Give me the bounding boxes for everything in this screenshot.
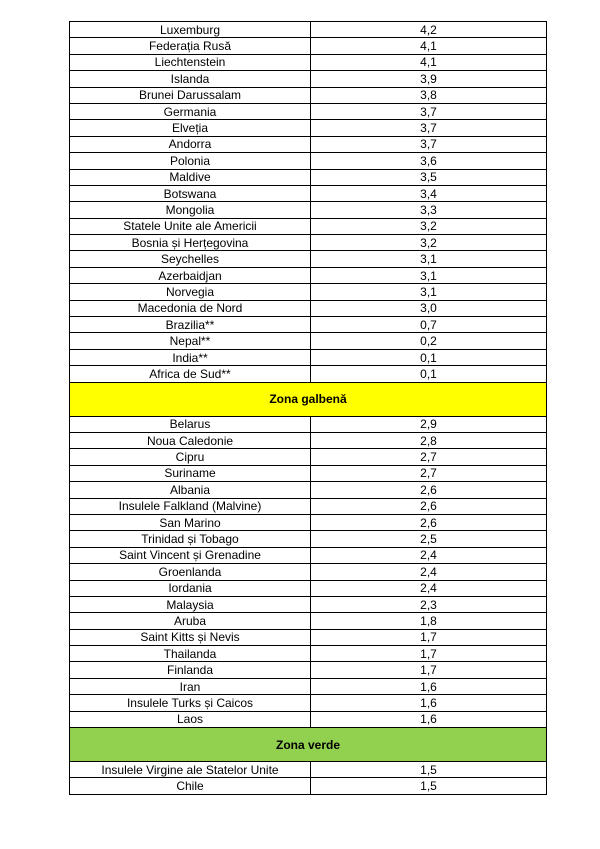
rate-cell: 0,1	[311, 349, 547, 365]
table-row	[70, 762, 547, 778]
rate-cell: 1,7	[311, 646, 547, 662]
table-row	[70, 251, 547, 267]
country-rate-table	[69, 21, 547, 795]
table-row	[70, 103, 547, 119]
rate-cell: 4,2	[311, 22, 547, 38]
rate-cell: 3,6	[311, 153, 547, 169]
country-cell: Federația Rusă	[70, 38, 311, 54]
country-cell: Albania	[70, 482, 311, 498]
table-row	[70, 465, 547, 481]
table-row	[70, 366, 547, 382]
rate-cell: 1,6	[311, 695, 547, 711]
rate-cell: 3,7	[311, 103, 547, 119]
country-cell: Macedonia de Nord	[70, 300, 311, 316]
country-cell: Seychelles	[70, 251, 311, 267]
country-cell: Bosnia și Herțegovina	[70, 235, 311, 251]
table-row	[70, 613, 547, 629]
country-cell: Saint Kitts și Nevis	[70, 629, 311, 645]
rate-cell: 3,0	[311, 300, 547, 316]
table-row	[70, 235, 547, 251]
table-row	[70, 267, 547, 283]
country-cell: Botswana	[70, 185, 311, 201]
rate-cell: 3,2	[311, 218, 547, 234]
rate-cell: 1,5	[311, 762, 547, 778]
table-row	[70, 662, 547, 678]
rate-cell: 2,8	[311, 432, 547, 448]
table-row	[70, 38, 547, 54]
country-cell: Andorra	[70, 136, 311, 152]
table-row	[70, 646, 547, 662]
country-cell: Malaysia	[70, 596, 311, 612]
country-cell: Insulele Virgine ale Statelor Unite	[70, 762, 311, 778]
table-row	[70, 153, 547, 169]
country-cell: Africa de Sud**	[70, 366, 311, 382]
country-cell: Insulele Falkland (Malvine)	[70, 498, 311, 514]
country-cell: Trinidad și Tobago	[70, 531, 311, 547]
rate-cell: 3,1	[311, 251, 547, 267]
country-cell: Elveția	[70, 120, 311, 136]
table-row	[70, 547, 547, 563]
country-cell: Groenlanda	[70, 564, 311, 580]
rate-cell: 2,4	[311, 547, 547, 563]
table-row	[70, 120, 547, 136]
document-page	[69, 21, 546, 795]
table-row	[70, 678, 547, 694]
table-row	[70, 87, 547, 103]
country-cell: Thailanda	[70, 646, 311, 662]
rate-cell: 3,8	[311, 87, 547, 103]
country-cell: Islanda	[70, 71, 311, 87]
country-cell: Norvegia	[70, 284, 311, 300]
zone-green-header	[70, 728, 547, 762]
table-row	[70, 185, 547, 201]
table-row	[70, 482, 547, 498]
country-cell: Insulele Turks și Caicos	[70, 695, 311, 711]
rate-cell: 1,7	[311, 629, 547, 645]
rate-cell: 1,6	[311, 711, 547, 727]
country-cell: Finlanda	[70, 662, 311, 678]
rate-cell: 3,2	[311, 235, 547, 251]
rate-cell: 1,7	[311, 662, 547, 678]
table-row	[70, 432, 547, 448]
rate-cell: 1,5	[311, 778, 547, 794]
table-row	[70, 54, 547, 70]
rate-cell: 0,1	[311, 366, 547, 382]
rate-cell: 1,8	[311, 613, 547, 629]
rate-cell: 4,1	[311, 38, 547, 54]
rate-cell: 2,3	[311, 596, 547, 612]
country-cell: Polonia	[70, 153, 311, 169]
country-cell: Nepal**	[70, 333, 311, 349]
rate-cell: 2,4	[311, 580, 547, 596]
rate-cell: 3,7	[311, 136, 547, 152]
country-cell: Cipru	[70, 449, 311, 465]
rate-cell: 1,6	[311, 678, 547, 694]
country-cell: Maldive	[70, 169, 311, 185]
table-row	[70, 580, 547, 596]
table-row	[70, 695, 547, 711]
zone-yellow-header	[70, 382, 547, 416]
table-row	[70, 284, 547, 300]
table-row	[70, 531, 547, 547]
table-row	[70, 169, 547, 185]
table-row	[70, 136, 547, 152]
rate-cell: 3,1	[311, 284, 547, 300]
country-cell: Noua Caledonie	[70, 432, 311, 448]
country-cell: Luxemburg	[70, 22, 311, 38]
country-cell: Mongolia	[70, 202, 311, 218]
rate-cell: 3,3	[311, 202, 547, 218]
country-cell: Suriname	[70, 465, 311, 481]
table-row	[70, 498, 547, 514]
table-row	[70, 564, 547, 580]
table-row	[70, 629, 547, 645]
rate-cell: 3,4	[311, 185, 547, 201]
rate-cell: 3,9	[311, 71, 547, 87]
rate-cell: 4,1	[311, 54, 547, 70]
country-cell: Iordania	[70, 580, 311, 596]
rate-cell: 3,7	[311, 120, 547, 136]
zone-green-header-label: Zona verde	[70, 728, 547, 762]
table-body	[70, 22, 547, 795]
rate-cell: 3,1	[311, 267, 547, 283]
table-row	[70, 416, 547, 432]
country-cell: Aruba	[70, 613, 311, 629]
rate-cell: 2,7	[311, 465, 547, 481]
rate-cell: 2,5	[311, 531, 547, 547]
rate-cell: 2,7	[311, 449, 547, 465]
country-cell: Iran	[70, 678, 311, 694]
table-row	[70, 711, 547, 727]
table-row	[70, 300, 547, 316]
table-row	[70, 596, 547, 612]
table-row	[70, 449, 547, 465]
rate-cell: 2,6	[311, 482, 547, 498]
table-row	[70, 317, 547, 333]
country-cell: Azerbaidjan	[70, 267, 311, 283]
rate-cell: 2,6	[311, 514, 547, 530]
rate-cell: 3,5	[311, 169, 547, 185]
country-cell: Brazilia**	[70, 317, 311, 333]
rate-cell: 2,9	[311, 416, 547, 432]
table-row	[70, 22, 547, 38]
country-cell: India**	[70, 349, 311, 365]
country-cell: Belarus	[70, 416, 311, 432]
table-row	[70, 71, 547, 87]
rate-cell: 2,4	[311, 564, 547, 580]
country-cell: Germania	[70, 103, 311, 119]
table-row	[70, 514, 547, 530]
table-row	[70, 778, 547, 794]
country-cell: Statele Unite ale Americii	[70, 218, 311, 234]
country-cell: Laos	[70, 711, 311, 727]
table-row	[70, 333, 547, 349]
country-cell: Saint Vincent și Grenadine	[70, 547, 311, 563]
country-cell: Liechtenstein	[70, 54, 311, 70]
country-cell: Chile	[70, 778, 311, 794]
table-row	[70, 218, 547, 234]
rate-cell: 0,2	[311, 333, 547, 349]
country-cell: San Marino	[70, 514, 311, 530]
zone-yellow-header-label: Zona galbenă	[70, 382, 547, 416]
table-row	[70, 349, 547, 365]
rate-cell: 2,6	[311, 498, 547, 514]
country-cell: Brunei Darussalam	[70, 87, 311, 103]
rate-cell: 0,7	[311, 317, 547, 333]
table-row	[70, 202, 547, 218]
